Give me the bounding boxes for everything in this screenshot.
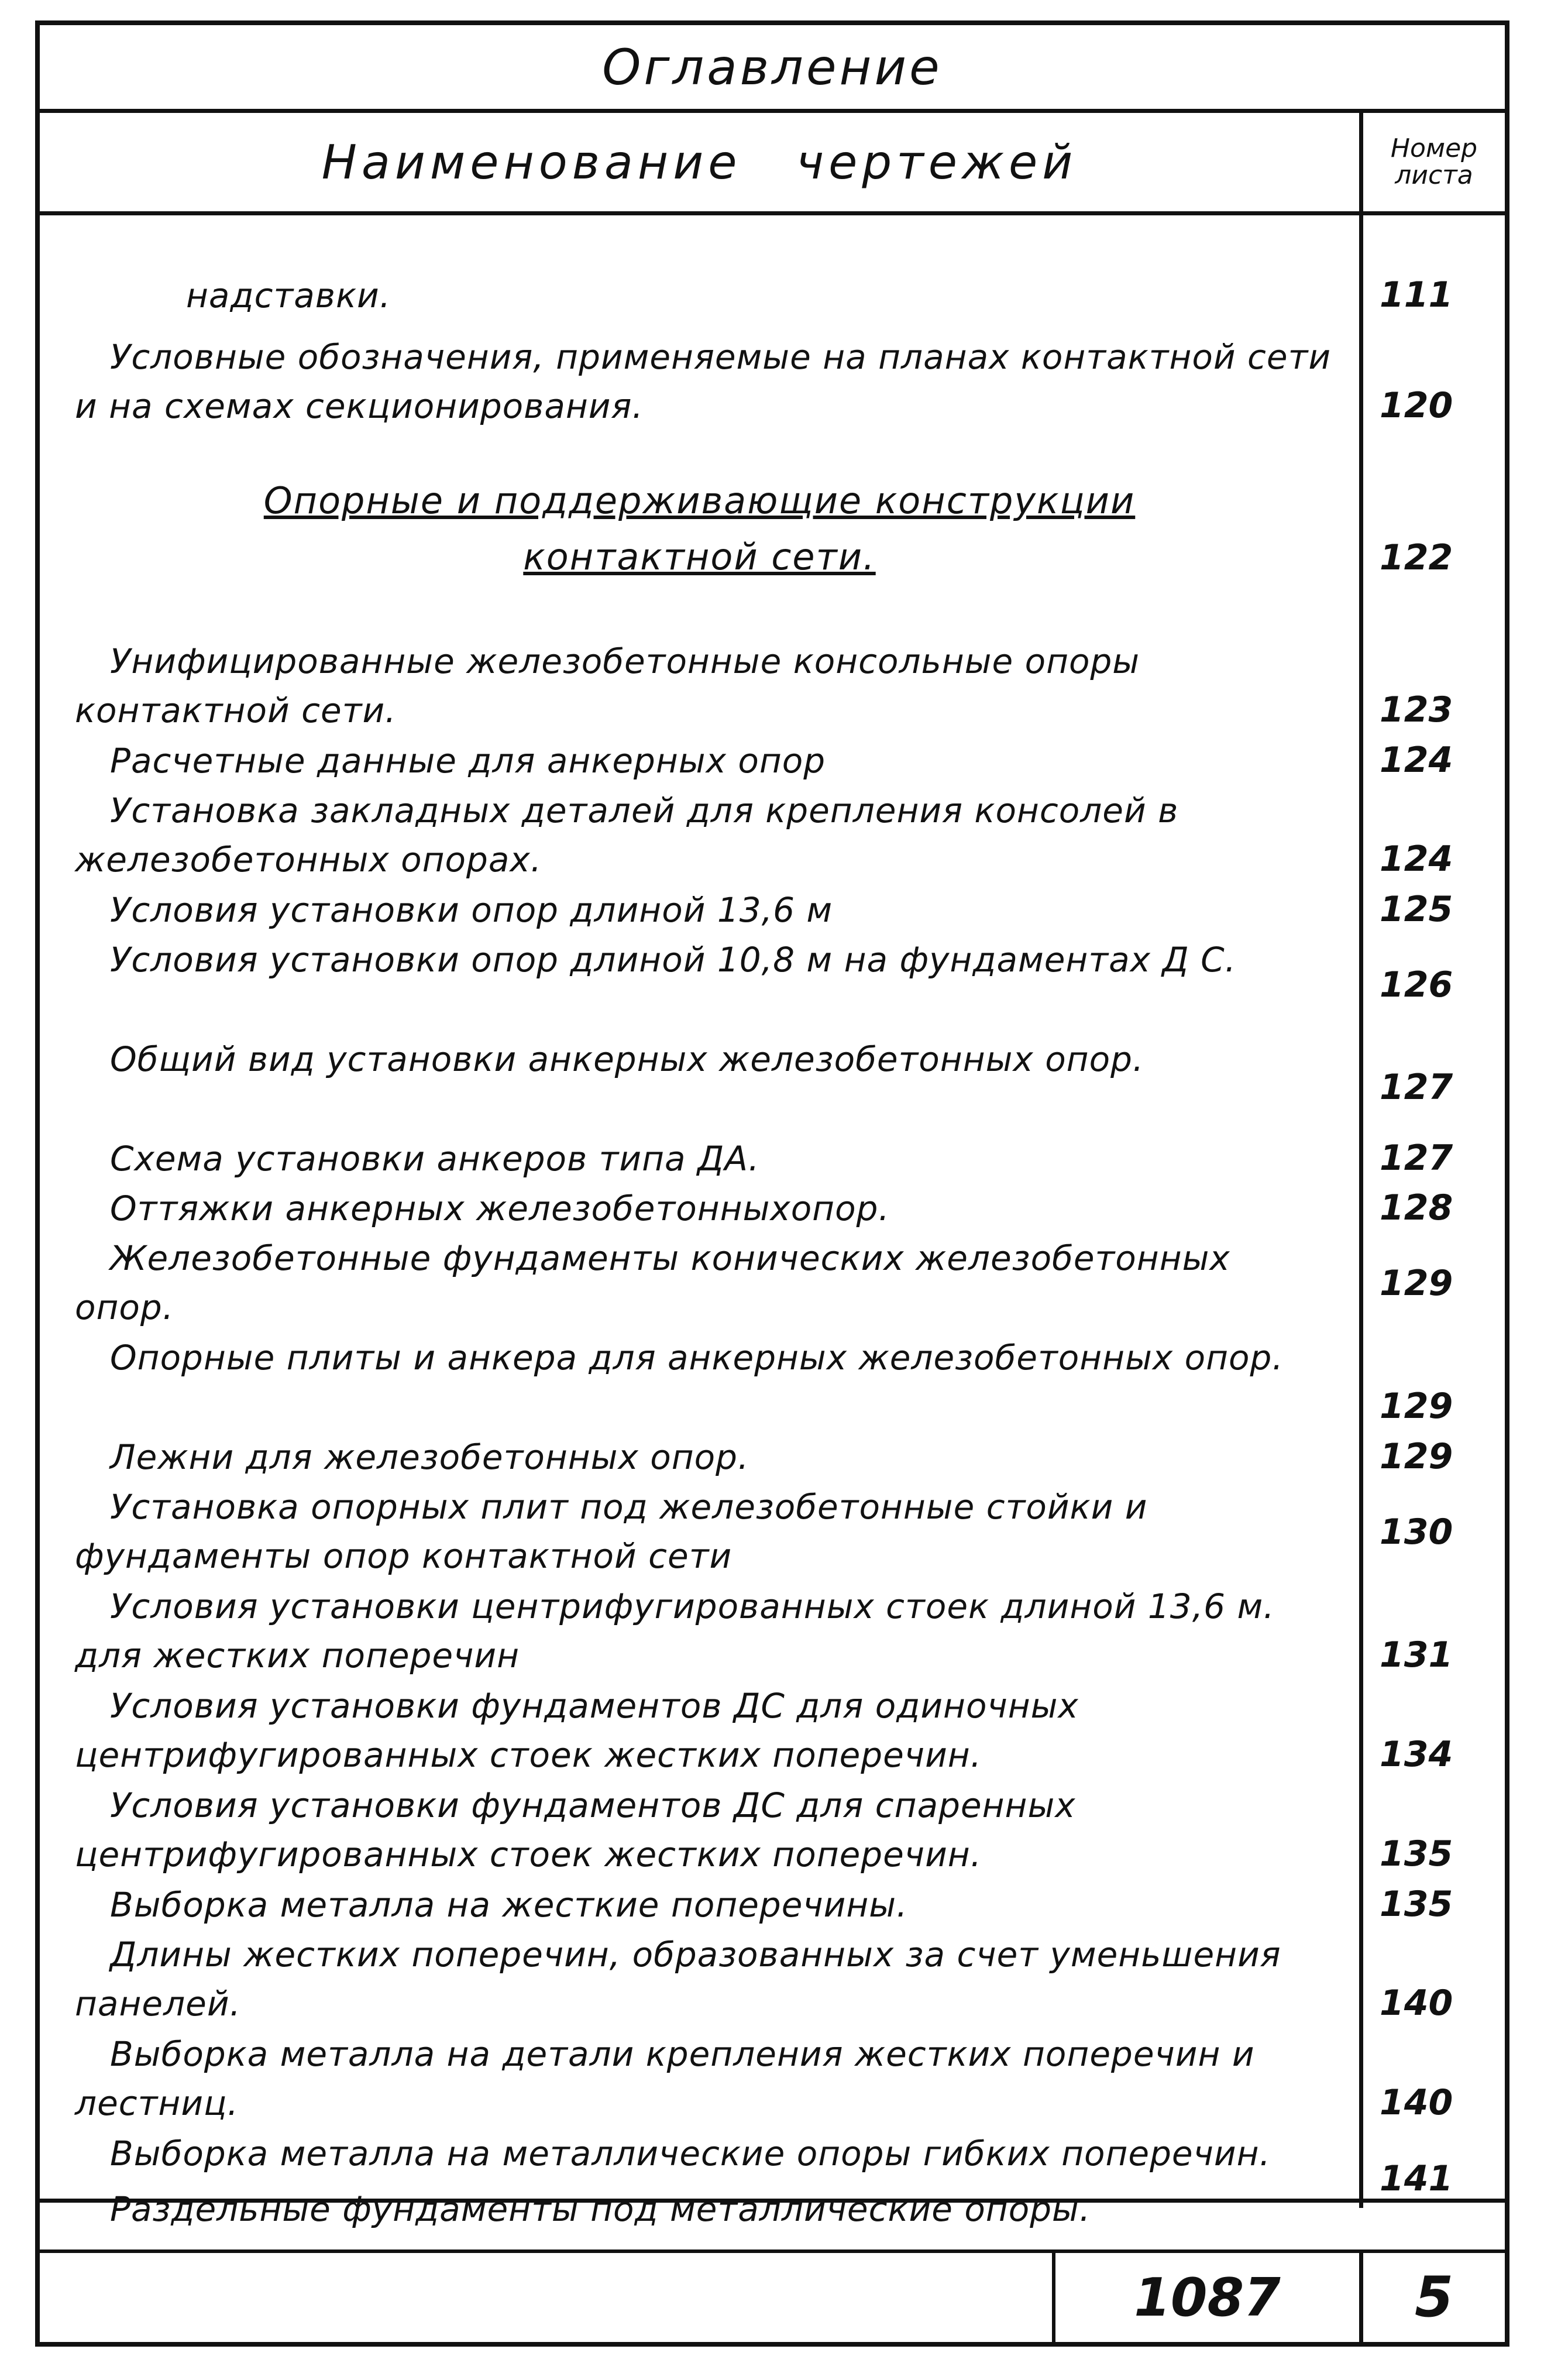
entry-page: 111	[1380, 274, 1453, 315]
entry-text: Выборка металла на детали крепления жестких поперечин и лестниц.	[75, 2034, 1255, 2123]
entry-text: Лежни для железобетонных опор.	[110, 1437, 749, 1477]
title-row	[40, 25, 1505, 113]
entry-page: 141	[1380, 2158, 1453, 2199]
title-block	[40, 2199, 1505, 2342]
entry-text: Условия установки фундаментов ДС для одиночных центрифугированных стоек жестких поперечин.	[75, 1686, 1079, 1775]
entry-page: 126	[1380, 964, 1453, 1005]
entry-text: Установка опорных плит под железобетонные стойки и фундаменты опор контактной сети	[75, 1487, 1148, 1576]
document-sheet	[35, 20, 1509, 2347]
entry-text: Опорные плиты и анкера для анкерных железобетонных опор.	[110, 1338, 1284, 1378]
entry-page: 129	[1380, 1263, 1453, 1304]
entry-text: Оттяжки анкерных железобетонныхопор.	[110, 1189, 890, 1228]
section-heading	[40, 473, 1359, 585]
entry-page: 135	[1380, 1833, 1453, 1874]
entry-text: Условия установки опор длиной 13,6 м	[110, 890, 833, 930]
entry-text: Железобетонные фундаменты конических железобетонных опор.	[75, 1238, 1230, 1327]
entry-text: Расчетные данные для анкерных опор	[110, 741, 826, 781]
section-page: 122	[1380, 537, 1453, 578]
entry-page: 127	[1380, 1067, 1453, 1108]
entry-text: Установка закладных деталей для крепления консолей в железобетонных опорах.	[75, 791, 1179, 880]
entry-page: 130	[1380, 1512, 1453, 1553]
entry-page: 134	[1380, 1734, 1453, 1775]
name-column-header	[40, 113, 1359, 211]
entry-page: 125	[1380, 889, 1453, 930]
entry-text: Унифицированные железобетонные консольные опоры контактной сети.	[75, 641, 1140, 730]
entry-text: Общий вид установки анкерных железобетонных опор.	[110, 1039, 1144, 1079]
table-body	[40, 215, 1505, 2208]
sheet-column-label: Номер листа	[1390, 133, 1478, 190]
table-header	[40, 113, 1505, 215]
entry-text: Условные обозначения, применяемые на планах контактной сети и на схемах секционирования.	[75, 337, 1332, 426]
section-title-line2: контактной сети.	[523, 535, 876, 578]
entry-text: Условия установки опор длиной 10,8 м на фундаментах Д С.	[110, 940, 1237, 980]
entry-page: 124	[1380, 740, 1453, 781]
entry-page: 129	[1380, 1386, 1453, 1427]
sheet-number: 5	[1414, 2265, 1454, 2330]
entry-text: Длины жестких поперечин, образованных за счет уменьшения панелей.	[75, 1935, 1281, 2024]
entry-page: 120	[1380, 385, 1453, 426]
sheet-column-header	[1359, 113, 1505, 211]
entry-page: 123	[1380, 689, 1453, 730]
entry-page: 140	[1380, 1983, 1453, 2024]
entry-text: надставки.	[186, 276, 391, 315]
entry-page: 140	[1380, 2082, 1453, 2123]
entry-text: Схема установки анкеров типа ДА.	[110, 1139, 760, 1179]
entry-page: 131	[1380, 1634, 1453, 1675]
section-title-line1: Опорные и поддерживающие конструкции	[263, 479, 1136, 522]
entry-page: 127	[1380, 1138, 1453, 1179]
entry-text: Раздельные фундаменты под металлические опоры.	[110, 2189, 1091, 2229]
entry-text: Выборка металла на жесткие поперечины.	[110, 1885, 908, 1925]
entry-page: 128	[1380, 1187, 1453, 1228]
entry-page: 124	[1380, 839, 1453, 880]
title-block-row	[40, 2250, 1505, 2342]
entry-page: 135	[1380, 1884, 1453, 1925]
name-column-label: Наименование чертежей	[321, 135, 1078, 190]
page-title: Оглавление	[602, 38, 943, 96]
entry-page: 129	[1380, 1436, 1453, 1477]
column-divider	[1359, 215, 1363, 2208]
title-block-divider	[1359, 2253, 1363, 2342]
entry-text: Условия установки центрифугированных стоек длиной 13,6 м. для жестких поперечин	[75, 1586, 1275, 1675]
document-code: 1087	[1134, 2266, 1281, 2329]
entry-text: Условия установки фундаментов ДС для спаренных центрифугированных стоек жестких поперечин.	[75, 1785, 1076, 1874]
entry-text: Выборка металла на металлические опоры гибких поперечин.	[110, 2134, 1271, 2173]
